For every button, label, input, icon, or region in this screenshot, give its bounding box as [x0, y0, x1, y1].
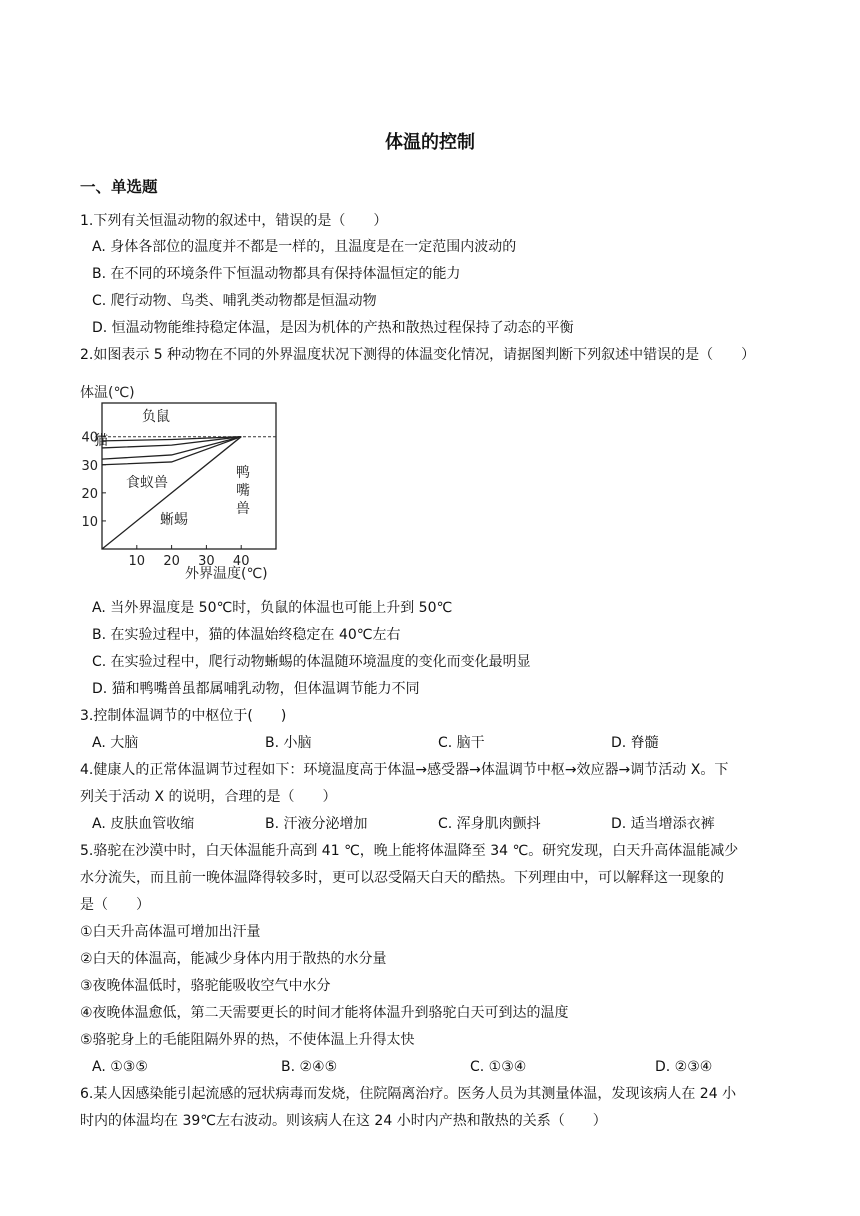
question-4-options: [92, 814, 792, 834]
series-label-cat: 猫: [94, 433, 108, 449]
question-4-option-c[interactable]: C. 浑身肌肉颤抖: [438, 816, 541, 832]
question-5-statement-2: ②白天的体温高，能减少身体内用于散热的水分量: [80, 951, 387, 967]
x-tick-label-20: 20: [163, 554, 180, 569]
question-4-option-d[interactable]: D. 适当增添衣裤: [611, 816, 715, 832]
series-label-lizard: 蜥蜴: [160, 512, 188, 528]
question-4-stem-line-2: 列关于活动 X 的说明，合理的是（ ）: [80, 789, 337, 805]
question-6-stem-line-1: 6.某人因感染能引起流感的冠状病毒而发烧，住院隔离治疗。医务人员为其测量体温，发现该病人在 24 小: [80, 1086, 737, 1102]
question-5-stem-line-3: 是（ ）: [80, 897, 150, 913]
question-1-option-a[interactable]: A. 身体各部位的温度并不都是一样的，且温度是在一定范围内波动的: [92, 239, 517, 255]
question-3-option-b[interactable]: B. 小脑: [265, 735, 312, 751]
series-label-anteater: 食蚁兽: [126, 475, 168, 491]
x-tick-label-40: 40: [232, 554, 250, 569]
page-title: 体温的控制: [385, 132, 475, 153]
question-3-stem: 3.控制体温调节的中枢位于( ): [80, 708, 287, 724]
series-label-opossum: 负鼠: [142, 409, 170, 425]
question-3-option-c[interactable]: C. 脑干: [438, 735, 485, 751]
y-axis-label: 体温(℃): [80, 385, 135, 401]
question-5-options: [92, 1057, 792, 1077]
question-5-statement-3: ③夜晚体温低时，骆驼能吸收空气中水分: [80, 978, 331, 994]
question-2-option-b[interactable]: B. 在实验过程中，猫的体温始终稳定在 40℃左右: [92, 627, 401, 643]
question-1-option-d[interactable]: D. 恒温动物能维持稳定体温，是因为机体的产热和散热过程保持了动态的平衡: [92, 320, 574, 336]
question-4-stem-line-1: 4.健康人的正常体温调节过程如下：环境温度高于体温→感受器→体温调节中枢→效应器→调节活动 X。下: [80, 762, 729, 778]
question-5-option-a[interactable]: A. ①③⑤: [92, 1059, 148, 1075]
question-5-stem-line-2: 水分流失，而且前一晚体温降得较多时，更可以忍受隔天白天的酷热。下列理由中，可以解释这一现象的: [80, 870, 724, 886]
question-2-stem: 2.如图表示 5 种动物在不同的外界温度状况下测得的体温变化情况，请据图判断下列叙述中错误的是（ ）: [80, 347, 756, 363]
question-1-stem: 1.下列有关恒温动物的叙述中，错误的是（ ）: [80, 213, 388, 229]
question-2-option-c[interactable]: C. 在实验过程中，爬行动物蜥蜴的体温随环境温度的变化而变化最明显: [92, 654, 531, 670]
section-heading: 一、单选题: [80, 178, 158, 196]
y-tick-label-10: 10: [81, 514, 98, 530]
question-3-option-a[interactable]: A. 大脑: [92, 735, 139, 751]
question-3-option-d[interactable]: D. 脊髓: [611, 735, 659, 751]
body-temperature-chart: [80, 377, 300, 583]
x-axis-label: 外界温度(℃): [185, 566, 268, 582]
question-2-option-a[interactable]: A. 当外界温度是 50℃时，负鼠的体温也可能上升到 50℃: [92, 600, 453, 616]
question-1-option-c[interactable]: C. 爬行动物、鸟类、哺乳类动物都是恒温动物: [92, 293, 377, 309]
x-tick-label-10: 10: [128, 554, 146, 569]
question-3-options: [92, 733, 792, 753]
y-tick-label-30: 30: [81, 458, 98, 474]
question-5-stem-line-1: 5.骆驼在沙漠中时，白天体温能升高到 41 ℃，晚上能将体温降至 34 ℃。研究发现，白天升高体温能减少: [80, 843, 739, 859]
series-label-platypus: 鸭嘴兽: [236, 465, 250, 517]
question-2-option-d[interactable]: D. 猫和鸭嘴兽虽都属哺乳动物，但体温调节能力不同: [92, 681, 420, 697]
question-5-option-d[interactable]: D. ②③④: [655, 1059, 713, 1075]
y-tick-label-40: 40: [81, 430, 98, 446]
question-5-option-b[interactable]: B. ②④⑤: [281, 1059, 338, 1075]
question-5-statement-5: ⑤骆驼身上的毛能阻隔外界的热，不使体温上升得太快: [80, 1032, 415, 1048]
question-4-option-a[interactable]: A. 皮肤血管收缩: [92, 816, 195, 832]
question-5-option-c[interactable]: C. ①③④: [470, 1059, 527, 1075]
question-6-stem-line-2: 时内的体温均在 39℃左右波动。则该病人在这 24 小时内产热和散热的关系（ ）: [80, 1113, 607, 1129]
series-line-lizard: [102, 437, 241, 549]
question-1-option-b[interactable]: B. 在不同的环境条件下恒温动物都具有保持体温恒定的能力: [92, 266, 461, 282]
question-5-statement-1: ①白天升高体温可增加出汗量: [80, 924, 261, 940]
x-tick-label-30: 30: [198, 554, 215, 569]
question-5-statement-4: ④夜晚体温愈低，第二天需要更长的时间才能将体温升到骆驼白天可到达的温度: [80, 1005, 569, 1021]
y-tick-label-20: 20: [81, 486, 98, 502]
question-4-option-b[interactable]: B. 汗液分泌增加: [265, 816, 368, 832]
